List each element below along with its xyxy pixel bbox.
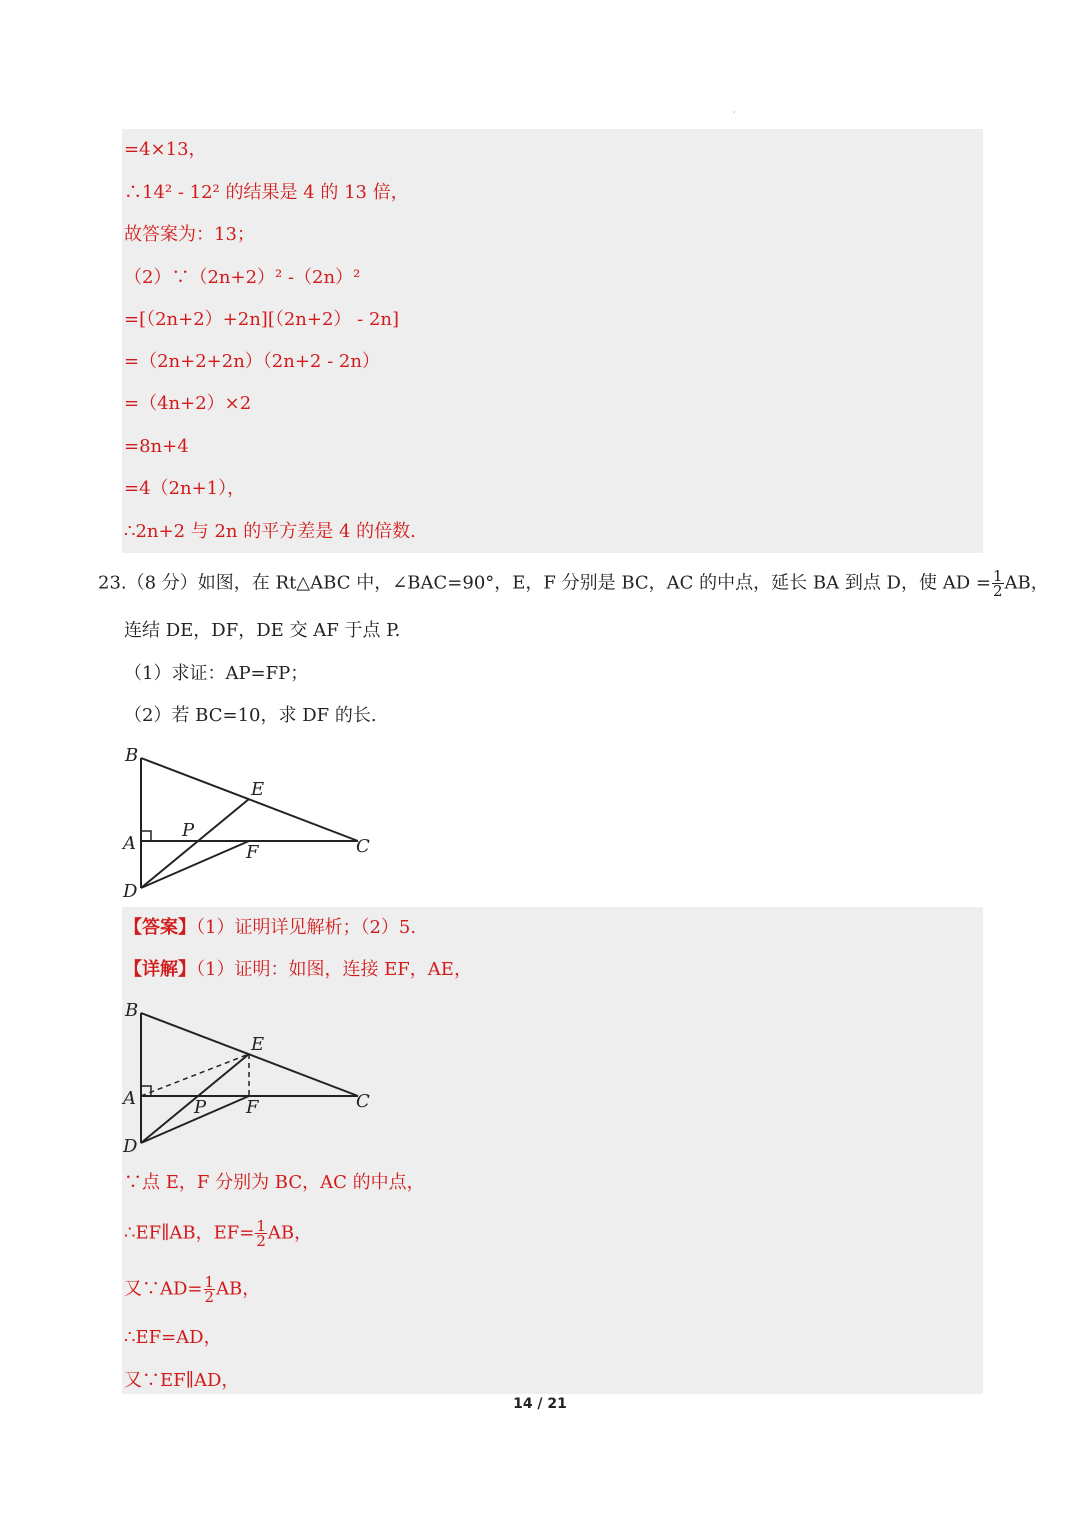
fraction-denominator: 2	[256, 1232, 266, 1250]
proof-line	[124, 1275, 260, 1304]
solution-line: =4×13，	[124, 139, 207, 160]
solution-line: ∴2n+2 与 2n 的平方差是 4 的倍数.	[124, 521, 416, 542]
right-angle-mark	[141, 1086, 151, 1096]
label-P: P	[182, 820, 195, 841]
header-mark: '	[733, 110, 736, 119]
segment-DE	[141, 799, 249, 888]
problem-statement	[98, 569, 1049, 598]
solution-line: （2）∵（2n+2）² -（2n）²	[124, 267, 361, 288]
solution-line: =[（2n+2）+2n][（2n+2） - 2n]	[124, 309, 400, 330]
problem-text-tail: AB，	[1004, 572, 1049, 594]
solution-line: =（4n+2）×2	[124, 393, 252, 414]
segment-BC	[141, 758, 358, 841]
label-E: E	[251, 779, 265, 800]
question-2: （2）若 BC=10，求 DF 的长.	[124, 705, 377, 726]
label-D: D	[123, 1136, 138, 1157]
label-B: B	[125, 1000, 139, 1021]
label-A: A	[123, 1088, 136, 1109]
solution-line: ∴14² - 12² 的结果是 4 的 13 倍，	[124, 182, 409, 203]
fraction	[204, 1275, 216, 1304]
problem-line: 连结 DE，DF，DE 交 AF 于点 P.	[124, 620, 401, 641]
right-angle-mark	[141, 831, 151, 841]
label-F: F	[246, 1097, 259, 1118]
solution-line: 故答案为：13；	[124, 224, 255, 245]
detail-line	[124, 958, 472, 982]
proof-line: ∴EF=AD，	[124, 1327, 222, 1348]
proof-text: ∴EF∥AB，EF=	[124, 1222, 255, 1244]
fraction	[255, 1219, 267, 1248]
proof-line: ∵点 E，F 分别为 BC，AC 的中点，	[124, 1172, 425, 1193]
label-A: A	[123, 833, 136, 854]
proof-text-tail: AB，	[267, 1222, 313, 1244]
detail-text: （1）证明：如图，连接 EF，AE，	[196, 959, 472, 980]
fraction-denominator: 2	[992, 582, 1003, 600]
label-C: C	[356, 836, 370, 857]
label-F: F	[246, 842, 259, 863]
answer-text: （1）证明详见解析；（2）5.	[196, 917, 417, 938]
label-C: C	[356, 1091, 370, 1112]
solution-line: =8n+4	[124, 436, 189, 457]
problem-text: 23.（8 分）如图，在 Rt△ABC 中，∠BAC=90°，E，F 分别是 BC，AC 的中点，延长 BA 到点 D，使 AD =	[98, 572, 991, 594]
proof-text-tail: AB，	[216, 1278, 261, 1300]
triangle-figure-auxiliary	[118, 995, 388, 1160]
question-1: （1）求证：AP=FP；	[124, 663, 309, 684]
label-D: D	[123, 881, 138, 902]
proof-line	[124, 1219, 312, 1248]
triangle-figure	[118, 740, 388, 905]
detail-tag: 【详解】	[124, 959, 196, 980]
fraction	[992, 569, 1004, 598]
label-P: P	[194, 1097, 207, 1118]
segment-AE-dashed	[141, 1054, 249, 1096]
solution-line: =4（2n+1），	[124, 478, 246, 499]
fraction-numerator: 1	[256, 1217, 266, 1235]
solution-line: =（2n+2+2n）（2n+2 - 2n）	[124, 351, 380, 372]
page-number: 14 / 21	[513, 1396, 567, 1412]
fraction-denominator: 2	[204, 1288, 215, 1306]
answer-tag: 【答案】	[124, 917, 196, 938]
proof-line: 又∵EF∥AD，	[124, 1370, 240, 1391]
proof-text: 又∵AD=	[124, 1278, 203, 1300]
answer-line	[124, 916, 416, 940]
label-E: E	[251, 1034, 265, 1055]
fraction-numerator: 1	[204, 1273, 215, 1291]
label-B: B	[125, 745, 139, 766]
segment-DF	[141, 841, 249, 888]
fraction-numerator: 1	[992, 567, 1003, 585]
